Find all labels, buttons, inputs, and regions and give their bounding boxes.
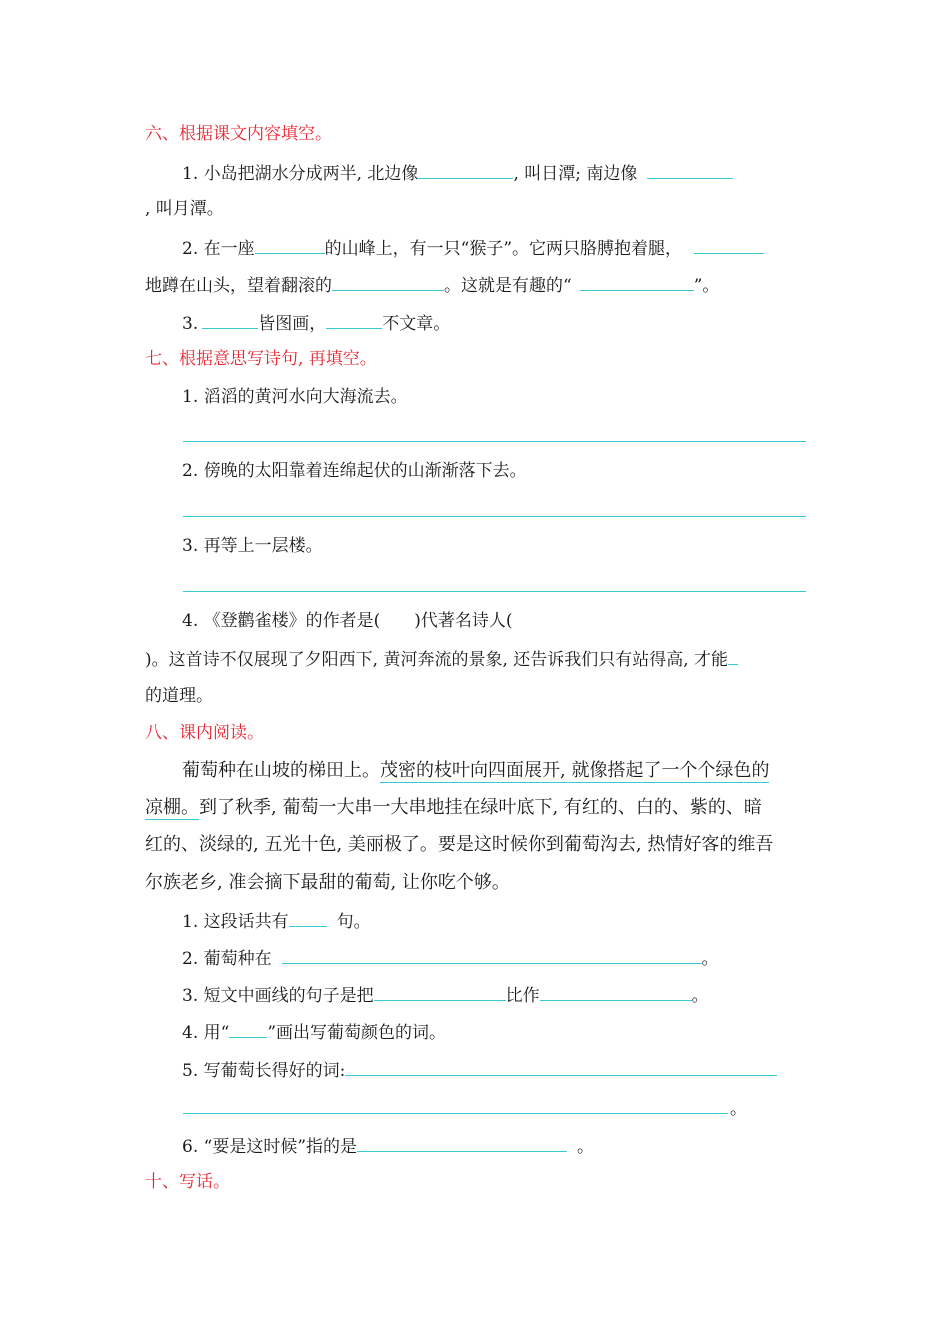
s6-q2-blank-3[interactable] bbox=[332, 272, 444, 291]
s6-q3-text-c: 不文章。 bbox=[382, 314, 451, 334]
s8-q6-blank[interactable] bbox=[357, 1133, 567, 1152]
passage-l1-plain: 葡萄种在山坡的梯田上。 bbox=[182, 760, 380, 781]
s6-q3-blank-1[interactable] bbox=[202, 310, 258, 329]
s7-q4-blank-1[interactable] bbox=[728, 646, 738, 665]
s8-q3-blank-2[interactable] bbox=[540, 982, 692, 1001]
s6-question-1 bbox=[182, 160, 733, 186]
passage-line-3: 红的、淡绿的, 五光十色, 美丽极了。要是这时候你到葡萄沟去, 热情好客的维吾 bbox=[145, 834, 774, 855]
s6-q2-continuation bbox=[145, 272, 719, 298]
s7-q3-answer-line[interactable] bbox=[183, 591, 806, 592]
s6-question-2 bbox=[182, 235, 764, 261]
s8-question-1 bbox=[182, 908, 371, 934]
s8-question-2 bbox=[182, 945, 719, 971]
s6-q2-blank-1[interactable] bbox=[255, 235, 325, 254]
s6-q2-blank-4[interactable] bbox=[580, 272, 694, 291]
s8-q5-period: 。 bbox=[730, 1099, 747, 1119]
s8-q2-text-a: 2. 葡萄种在 bbox=[182, 949, 272, 969]
s6-q3-blank-2[interactable] bbox=[326, 310, 382, 329]
passage-l2-plain: 到了秋季, 葡萄一大串一大串地挂在绿叶底下, 有红的、白的、紫的、暗 bbox=[199, 797, 762, 818]
s6-q2-text-a: 2. 在一座 bbox=[182, 239, 255, 259]
s8-q6-text-b: 。 bbox=[577, 1137, 595, 1157]
s8-q5-blank-1[interactable] bbox=[345, 1057, 777, 1076]
s8-q3-text-c: 。 bbox=[691, 986, 709, 1006]
s6-q1-blank-1[interactable] bbox=[418, 160, 513, 179]
s8-q2-blank[interactable] bbox=[282, 945, 702, 964]
s6-q1-blank-2[interactable] bbox=[647, 160, 733, 179]
s8-q4-text-b: ”画出写葡萄颜色的词。 bbox=[267, 1023, 447, 1043]
s6-question-3 bbox=[182, 310, 450, 336]
s6-q1-continuation: , 叫月潭。 bbox=[145, 199, 224, 219]
s8-question-6 bbox=[182, 1133, 594, 1159]
passage-line-1 bbox=[182, 759, 769, 783]
section-8-heading: 八、课内阅读。 bbox=[145, 723, 264, 743]
s8-q2-text-b: 。 bbox=[701, 949, 719, 969]
s8-q3-blank-1[interactable] bbox=[374, 982, 506, 1001]
s7-q4-text-b: )。这首诗不仅展现了夕阳西下, 黄河奔流的景象, 还告诉我们只有站得高, 才能 bbox=[145, 650, 729, 670]
s7-q2-answer-line[interactable] bbox=[183, 516, 806, 517]
s8-q1-text-b: 句。 bbox=[336, 912, 371, 932]
passage-line-2 bbox=[145, 796, 762, 820]
s8-question-5 bbox=[182, 1057, 777, 1083]
s6-q2-blank-2[interactable] bbox=[694, 235, 764, 254]
s6-q2-text-e: ”。 bbox=[693, 276, 720, 296]
s7-q4-ending: 的道理。 bbox=[145, 686, 213, 706]
s8-q1-text-a: 1. 这段话共有 bbox=[182, 912, 289, 932]
s8-q4-sample-line bbox=[229, 1019, 267, 1038]
s7-question-4: 4. 《登鹳雀楼》的作者是( )代著名诗人( bbox=[182, 611, 513, 631]
s6-q2-text-c: 地蹲在山头，望着翻滚的 bbox=[145, 276, 332, 296]
passage-line-4: 尔族老乡, 准会摘下最甜的葡萄, 让你吃个够。 bbox=[145, 872, 510, 893]
s6-q1-text-b: , 叫日潭; 南边像 bbox=[513, 164, 638, 184]
s8-q4-text-a: 4. 用“ bbox=[182, 1023, 230, 1043]
s7-question-2: 2. 傍晚的太阳靠着连绵起伏的山渐渐落下去。 bbox=[182, 461, 527, 481]
s6-q2-text-d: 。这就是有趣的“ bbox=[444, 276, 572, 296]
s8-q5-blank-2[interactable] bbox=[183, 1113, 728, 1114]
s8-question-4 bbox=[182, 1019, 446, 1045]
s7-q4-continuation bbox=[145, 646, 738, 672]
s6-q3-text-a: 3. bbox=[182, 314, 199, 334]
s8-q1-blank[interactable] bbox=[289, 908, 327, 927]
s7-question-3: 3. 再等上一层楼。 bbox=[182, 536, 323, 556]
section-7-heading: 七、根据意思写诗句, 再填空。 bbox=[145, 349, 377, 369]
s8-q3-text-b: 比作 bbox=[505, 986, 540, 1006]
s6-q3-text-b: 皆图画， bbox=[258, 314, 327, 334]
passage-l2-underlined: 凉棚。 bbox=[145, 797, 199, 818]
section-10-heading: 十、写话。 bbox=[145, 1172, 230, 1192]
s6-q2-text-b: 的山峰上，有一只“猴子”。它两只胳膊抱着腿， bbox=[324, 239, 683, 259]
passage-l1-underlined: 茂密的枝叶向四面展开, 就像搭起了一个个绿色的 bbox=[380, 760, 770, 781]
s8-q6-text-a: 6. “要是这时候”指的是 bbox=[182, 1137, 358, 1157]
s8-q5-text-a: 5. 写葡萄长得好的词: bbox=[182, 1061, 346, 1081]
s8-question-3 bbox=[182, 982, 709, 1008]
s8-q3-text-a: 3. 短文中画线的句子是把 bbox=[182, 986, 374, 1006]
section-6-heading: 六、根据课文内容填空。 bbox=[145, 124, 332, 144]
s6-q1-text-a: 1. 小岛把湖水分成两半, 北边像 bbox=[182, 164, 419, 184]
s7-q1-answer-line[interactable] bbox=[183, 441, 806, 442]
s7-question-1: 1. 滔滔的黄河水向大海流去。 bbox=[182, 387, 408, 407]
